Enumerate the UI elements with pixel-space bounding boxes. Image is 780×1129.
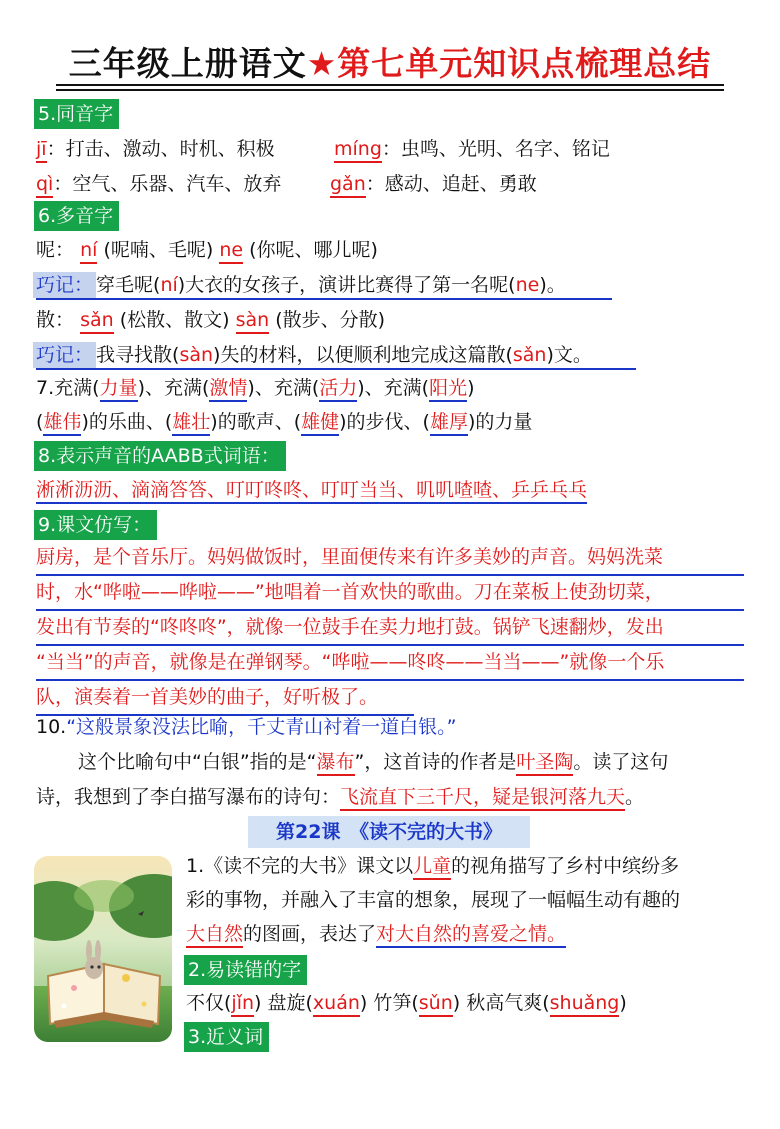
paragraph-line: 发出有节奏的“咚咚咚”，就像一位鼓手在卖力地打鼓。锅铲飞速翻炒，发出 [36,611,744,646]
text: ”，这首诗的作者是 [354,751,517,773]
answer: 力量 [100,377,138,402]
text: )。 [539,274,566,296]
text: ) 秋高气爽( [452,992,550,1014]
book-illustration [34,856,172,1042]
answer: 雄伟 [43,411,81,436]
pinyin: sǎn [512,344,547,366]
title-rule [56,89,724,91]
homophone-line-2b [330,171,537,197]
pinyin: míng [334,138,382,163]
answer: 飞流直下三千尺，疑是银河落九天 [340,786,625,811]
pinyin: ní [160,274,178,296]
text: 的图画，表达了 [243,923,377,945]
text: 。 [625,786,645,808]
text: )、充满( [247,377,320,399]
answer: 瀑布 [317,751,355,776]
pinyin: shuǎng [550,992,620,1017]
title-rule [56,84,724,86]
homophone-line-1b [334,136,610,162]
text: )文。 [546,344,592,366]
answer: 儿童 [413,855,451,880]
text: 我寻找散( [96,344,180,366]
text: ) [619,992,627,1014]
pinyin: sǎn [80,309,114,334]
pinyin: ne [515,274,540,296]
homophone-words: ：虫鸣、光明、名字、铭记 [381,138,610,160]
section-heading-6: 6.多音字 [34,201,119,231]
title-grade: 三年级上册语文 [68,44,307,83]
pinyin: gǎn [330,173,366,198]
page-title [0,38,780,85]
homophone-words: ：空气、乐器、汽车、放弃 [53,173,282,195]
phrases-line-1 [36,375,475,401]
pinyin: ní [80,239,97,264]
text: 诗，我想到了李白描写瀑布的诗句： [36,786,341,808]
aabb-words [36,477,587,503]
pinyin: jǐn [231,992,254,1017]
char: 散： [36,309,75,331]
char: 呢： [36,239,75,261]
pinyin: ne [219,239,243,264]
mnemonic-2 [36,342,592,368]
answer: 活力 [319,377,357,402]
title-unit: 第七单元知识点梳理总结 [337,44,712,83]
pinyin: sǔn [419,992,453,1017]
paragraph-line: “当当”的声音，就像是在弹钢琴。“哗啦——咚咚——当当——”就像一个乐 [36,646,744,681]
answer: 对大自然的喜爱之情。 [376,923,566,948]
polyphone-san [36,307,385,333]
metaphor-line-1 [78,749,668,775]
homophone-words: ：打击、激动、时机、积极 [46,138,275,160]
answer: 雄厚 [430,411,468,436]
mnemonic-1 [36,272,566,298]
answer: 激情 [209,377,247,402]
text: 的视角描写了乡村中缤纷多 [451,855,680,877]
pinyin: qì [36,173,53,198]
text: )的步伐、( [339,411,430,433]
text: )大衣的女孩子，演讲比赛得了第一名呢( [177,274,516,296]
aabb-list: 淅淅沥沥、滴滴答答、叮叮咚咚、叮叮当当、叽叽喳喳、乒乒乓乓 [36,479,587,504]
homophone-line-2 [36,171,281,197]
lesson-summary-line-1 [186,853,679,879]
paragraph-line: 队，演奏着一首美妙的曲子，好听极了。 [36,681,414,716]
homophone-line-1 [36,136,275,162]
lesson-summary-line-2 [186,887,680,913]
pinyin: xuán [313,992,360,1017]
section-heading-2: 2.易读错的字 [184,955,307,985]
answer: 雄壮 [172,411,210,436]
paragraph-line: 时，水“哗啦——哗啦——”地唱着一首欢快的歌曲。刀在菜板上使劲切菜， [36,576,744,611]
section-heading-3: 3.近义词 [184,1022,269,1052]
section-heading-9: 9.课文仿写： [34,510,157,540]
text: 1.《读不完的大书》课文以 [186,855,414,877]
words: (散步、分散) [275,309,386,331]
homophone-words: ：感动、追赶、勇敢 [365,173,537,195]
text: 穿毛呢( [96,274,161,296]
lesson-summary-line-3 [186,921,566,947]
pinyin: sàn [179,344,214,366]
text: 不仅( [186,992,232,1014]
words: (你呢、哪儿呢) [249,239,378,261]
lesson-title: 第22课 《读不完的大书》 [248,816,530,848]
underline [36,298,612,300]
mnemonic-label: 巧记： [33,272,96,298]
text: 彩的事物，并融入了丰富的想象，展现了一幅幅生动有趣的 [186,889,681,911]
misread-words [186,990,627,1016]
item-number: 10. [36,716,67,738]
quote: “这般景象没法比喻，千丈青山衬着一道白银。” [66,716,457,738]
pinyin: sàn [236,309,270,334]
text: ) 盘旋( [254,992,313,1014]
mnemonic-label: 巧记： [33,342,96,368]
text: )的乐曲、( [81,411,173,433]
text: )失的材料，以便顺利地完成这篇散( [213,344,513,366]
text: ) 竹笋( [359,992,419,1014]
phrases-line-2 [36,409,532,435]
text: 这个比喻句中“白银”指的是“ [78,751,317,773]
paragraph-line: 厨房，是个音乐厅。妈妈做饭时，里面便传来有许多美妙的声音。妈妈洗菜 [36,541,744,576]
imitation-paragraph [36,541,744,716]
book-illustration-icon [34,856,172,1042]
star-icon: ★ [306,44,338,83]
text: )、充满( [137,377,210,399]
section-heading-5: 5.同音字 [34,99,119,129]
answer: 大自然 [186,923,243,948]
words: (呢喃、毛呢) [103,239,214,261]
section-heading-8: 8.表示声音的AABB式词语： [34,441,286,471]
text: )的歌声、( [210,411,302,433]
underline [36,368,636,370]
answer: 叶圣陶 [516,751,573,776]
text: )、充满( [357,377,430,399]
text: ( [36,411,44,433]
text: ) [467,377,475,399]
polyphone-ne [36,237,378,263]
text: 。读了这句 [573,751,669,773]
words: (松散、散文) [119,309,230,331]
metaphor-line-2 [36,784,644,810]
pinyin: jī [36,138,47,163]
metaphor-quote [36,714,456,740]
answer: 雄健 [301,411,339,436]
answer: 阳光 [429,377,467,402]
text: )的力量 [467,411,533,433]
text: 7.充满( [36,377,100,399]
